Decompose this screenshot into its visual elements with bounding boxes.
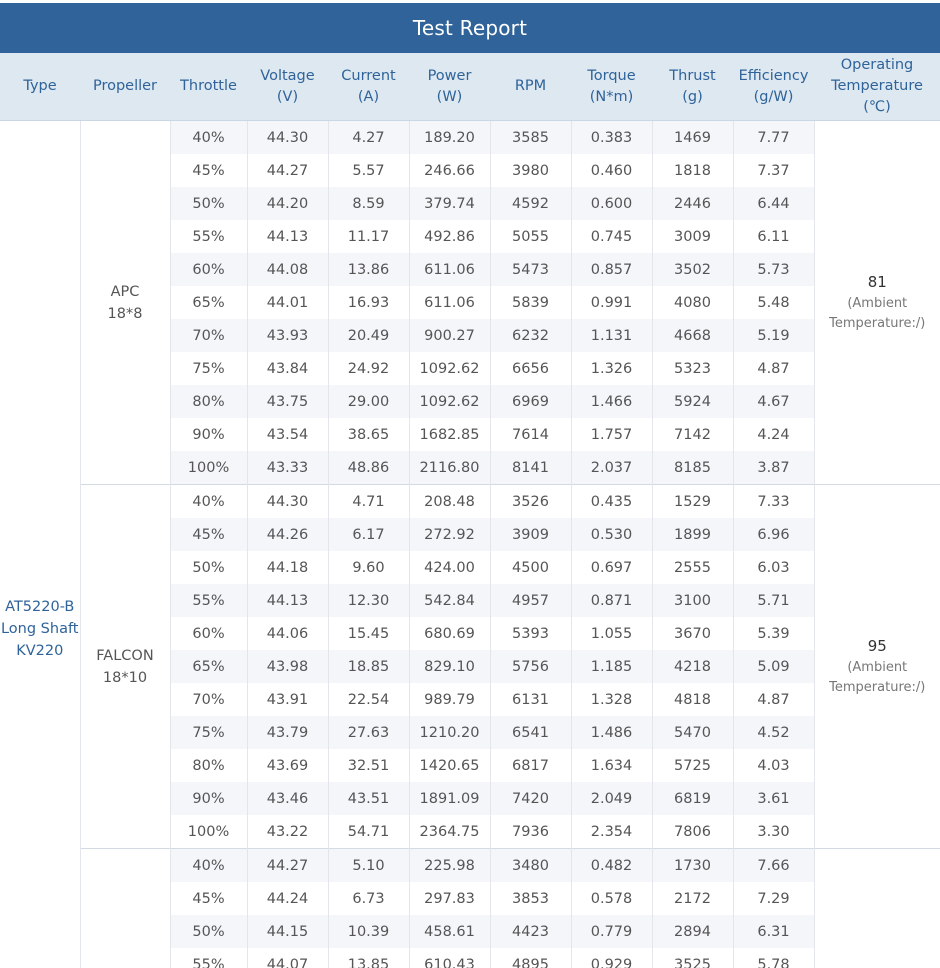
cell-efficiency: 4.87 [733,683,814,716]
cell-current: 18.85 [328,650,409,683]
cell-torque: 0.482 [571,849,652,883]
cell-current: 22.54 [328,683,409,716]
column-header-text: RPM [514,78,547,94]
column-header-text: Thrust [669,67,716,84]
cell-rpm: 3480 [490,849,571,883]
cell-efficiency: 5.09 [733,650,814,683]
cell-power: 1210.20 [409,716,490,749]
cell-power: 1092.62 [409,385,490,418]
cell-voltage: 43.22 [247,815,328,849]
cell-current: 12.30 [328,584,409,617]
cell-thrust: 5323 [652,352,733,385]
cell-rpm: 4592 [490,187,571,220]
cell-throttle: 60% [170,253,247,286]
ambient-temperature-note: Temperature:/) [829,679,926,695]
cell-thrust: 1469 [652,121,733,155]
cell-rpm: 7614 [490,418,571,451]
propeller-cell [80,121,170,485]
column-header-text: (A) [357,88,380,105]
cell-throttle: 60% [170,617,247,650]
cell-current: 4.71 [328,485,409,519]
column-header-text: (N*m) [589,88,634,105]
cell-efficiency: 6.44 [733,187,814,220]
cell-thrust: 2555 [652,551,733,584]
cell-voltage: 43.93 [247,319,328,352]
cell-efficiency: 6.03 [733,551,814,584]
propeller-line: 18*10 [102,669,148,686]
cell-power: 611.06 [409,286,490,319]
cell-power: 297.83 [409,882,490,915]
cell-current: 6.73 [328,882,409,915]
cell-torque: 2.049 [571,782,652,815]
cell-thrust: 3525 [652,948,733,968]
cell-power: 458.61 [409,915,490,948]
motor-type-line: KV220 [16,643,64,659]
cell-voltage: 44.30 [247,121,328,155]
cell-torque: 0.435 [571,485,652,519]
cell-efficiency: 3.30 [733,815,814,849]
cell-torque: 1.055 [571,617,652,650]
cell-rpm: 3909 [490,518,571,551]
cell-torque: 0.929 [571,948,652,968]
cell-voltage: 44.27 [247,849,328,883]
cell-rpm: 3853 [490,882,571,915]
cell-thrust: 4218 [652,650,733,683]
cell-rpm: 4500 [490,551,571,584]
column-header-text: Power [427,67,472,84]
cell-thrust: 4818 [652,683,733,716]
cell-voltage: 44.07 [247,948,328,968]
cell-efficiency: 5.39 [733,617,814,650]
cell-torque: 1.328 [571,683,652,716]
cell-power: 1092.62 [409,352,490,385]
cell-thrust: 1730 [652,849,733,883]
cell-torque: 0.991 [571,286,652,319]
operating-temperature-cell [814,849,940,968]
cell-thrust: 5470 [652,716,733,749]
cell-rpm: 3980 [490,154,571,187]
cell-rpm: 4423 [490,915,571,948]
cell-rpm: 4957 [490,584,571,617]
cell-thrust: 1818 [652,154,733,187]
cell-torque: 1.131 [571,319,652,352]
column-header-text: Propeller [92,78,158,94]
cell-rpm: 7936 [490,815,571,849]
table-row [0,485,940,519]
cell-efficiency: 6.31 [733,915,814,948]
column-header-text: Type [23,78,57,94]
column-header-text: (g/W) [753,88,794,105]
cell-power: 680.69 [409,617,490,650]
cell-voltage: 44.01 [247,286,328,319]
cell-thrust: 3009 [652,220,733,253]
cell-current: 4.27 [328,121,409,155]
column-header-text: Voltage [260,67,315,84]
cell-voltage: 44.06 [247,617,328,650]
cell-thrust: 1529 [652,485,733,519]
cell-efficiency: 3.87 [733,451,814,485]
motor-type-line: Long Shaft [0,621,79,637]
propeller-line: FALCON [96,647,154,664]
cell-efficiency: 4.87 [733,352,814,385]
cell-current: 20.49 [328,319,409,352]
motor-type-cell [0,121,80,968]
column-header-type [0,53,80,121]
cell-power: 1420.65 [409,749,490,782]
cell-voltage: 44.08 [247,253,328,286]
cell-rpm: 5393 [490,617,571,650]
cell-power: 424.00 [409,551,490,584]
cell-throttle: 45% [170,882,247,915]
cell-power: 379.74 [409,187,490,220]
column-header-text: Current [341,67,396,84]
cell-throttle: 40% [170,849,247,883]
motor-type-line: AT5220-B [5,599,75,615]
cell-power: 189.20 [409,121,490,155]
cell-voltage: 43.75 [247,385,328,418]
cell-efficiency: 7.29 [733,882,814,915]
cell-thrust: 5725 [652,749,733,782]
cell-throttle: 100% [170,451,247,485]
cell-torque: 0.383 [571,121,652,155]
cell-current: 10.39 [328,915,409,948]
cell-voltage: 44.13 [247,584,328,617]
cell-thrust: 7142 [652,418,733,451]
cell-voltage: 44.18 [247,551,328,584]
cell-throttle: 50% [170,915,247,948]
cell-voltage: 43.84 [247,352,328,385]
report-title: Test Report [0,3,940,53]
cell-power: 2116.80 [409,451,490,485]
cell-current: 38.65 [328,418,409,451]
cell-current: 15.45 [328,617,409,650]
cell-voltage: 43.46 [247,782,328,815]
cell-current: 32.51 [328,749,409,782]
cell-voltage: 43.69 [247,749,328,782]
cell-rpm: 6232 [490,319,571,352]
cell-current: 29.00 [328,385,409,418]
column-header-text: (W) [436,88,463,105]
cell-current: 8.59 [328,187,409,220]
cell-torque: 0.600 [571,187,652,220]
cell-power: 208.48 [409,485,490,519]
cell-efficiency: 7.66 [733,849,814,883]
ambient-temperature-note: Temperature:/) [829,315,926,331]
column-header-text: Efficiency [738,67,809,84]
column-header-text: (V) [276,88,299,105]
cell-torque: 0.578 [571,882,652,915]
table-row [0,849,940,883]
cell-voltage: 43.79 [247,716,328,749]
column-header-propeller [80,53,170,121]
cell-power: 611.06 [409,253,490,286]
column-header-torque [571,53,652,121]
cell-power: 246.66 [409,154,490,187]
cell-efficiency: 5.19 [733,319,814,352]
cell-efficiency: 4.24 [733,418,814,451]
cell-throttle: 70% [170,683,247,716]
cell-power: 1682.85 [409,418,490,451]
cell-power: 225.98 [409,849,490,883]
ambient-temperature-note: (Ambient [847,659,908,675]
cell-current: 9.60 [328,551,409,584]
cell-voltage: 44.20 [247,187,328,220]
cell-current: 13.85 [328,948,409,968]
cell-voltage: 43.33 [247,451,328,485]
ambient-temperature-note: (Ambient [847,295,908,311]
cell-efficiency: 5.71 [733,584,814,617]
test-report-table [0,53,940,968]
cell-rpm: 5839 [490,286,571,319]
temperature-value: 95 [867,636,887,655]
column-header-text: Operating [840,57,914,73]
cell-thrust: 3670 [652,617,733,650]
cell-torque: 1.466 [571,385,652,418]
cell-thrust: 4080 [652,286,733,319]
cell-throttle: 70% [170,319,247,352]
cell-throttle: 75% [170,716,247,749]
cell-efficiency: 7.37 [733,154,814,187]
column-header-text: Throttle [180,78,237,94]
cell-current: 27.63 [328,716,409,749]
cell-thrust: 1899 [652,518,733,551]
cell-torque: 2.354 [571,815,652,849]
cell-voltage: 44.24 [247,882,328,915]
cell-power: 829.10 [409,650,490,683]
cell-throttle: 80% [170,749,247,782]
cell-efficiency: 5.73 [733,253,814,286]
cell-thrust: 8185 [652,451,733,485]
cell-throttle: 100% [170,815,247,849]
cell-current: 6.17 [328,518,409,551]
cell-rpm: 5473 [490,253,571,286]
cell-current: 43.51 [328,782,409,815]
cell-voltage: 43.54 [247,418,328,451]
cell-rpm: 3526 [490,485,571,519]
cell-thrust: 7806 [652,815,733,849]
cell-current: 54.71 [328,815,409,849]
propeller-cell [80,849,170,968]
table-header [0,53,940,121]
cell-torque: 1.757 [571,418,652,451]
cell-efficiency: 4.52 [733,716,814,749]
cell-throttle: 90% [170,418,247,451]
column-header-power [409,53,490,121]
cell-throttle: 55% [170,948,247,968]
cell-rpm: 6817 [490,749,571,782]
cell-efficiency: 7.77 [733,121,814,155]
cell-torque: 1.185 [571,650,652,683]
cell-thrust: 3100 [652,584,733,617]
cell-current: 5.57 [328,154,409,187]
operating-temperature-cell [814,485,940,849]
column-header-text: (g) [682,88,703,105]
cell-rpm: 6541 [490,716,571,749]
cell-thrust: 4668 [652,319,733,352]
cell-throttle: 75% [170,352,247,385]
cell-current: 5.10 [328,849,409,883]
cell-rpm: 5756 [490,650,571,683]
cell-efficiency: 5.78 [733,948,814,968]
cell-current: 13.86 [328,253,409,286]
cell-throttle: 50% [170,187,247,220]
cell-throttle: 40% [170,121,247,155]
cell-rpm: 6656 [490,352,571,385]
cell-voltage: 44.26 [247,518,328,551]
cell-rpm: 5055 [490,220,571,253]
column-header-text: Torque [587,67,636,84]
cell-voltage: 44.13 [247,220,328,253]
cell-throttle: 65% [170,286,247,319]
table-row [0,121,940,155]
cell-power: 989.79 [409,683,490,716]
cell-power: 610.43 [409,948,490,968]
cell-torque: 0.745 [571,220,652,253]
cell-rpm: 3585 [490,121,571,155]
column-header-efficiency [733,53,814,121]
cell-power: 900.27 [409,319,490,352]
cell-efficiency: 3.61 [733,782,814,815]
cell-power: 492.86 [409,220,490,253]
cell-torque: 0.871 [571,584,652,617]
cell-power: 2364.75 [409,815,490,849]
cell-throttle: 80% [170,385,247,418]
propeller-line: APC [110,283,140,300]
cell-torque: 1.634 [571,749,652,782]
cell-torque: 0.857 [571,253,652,286]
cell-torque: 0.779 [571,915,652,948]
cell-torque: 0.530 [571,518,652,551]
cell-current: 24.92 [328,352,409,385]
cell-throttle: 55% [170,584,247,617]
cell-current: 48.86 [328,451,409,485]
cell-throttle: 40% [170,485,247,519]
cell-power: 542.84 [409,584,490,617]
cell-thrust: 6819 [652,782,733,815]
cell-throttle: 55% [170,220,247,253]
cell-thrust: 2172 [652,882,733,915]
cell-current: 11.17 [328,220,409,253]
cell-thrust: 5924 [652,385,733,418]
cell-efficiency: 4.03 [733,749,814,782]
column-header-text: Temperature [831,78,923,94]
cell-efficiency: 6.96 [733,518,814,551]
propeller-line: 18*8 [107,305,143,322]
cell-torque: 2.037 [571,451,652,485]
cell-torque: 0.460 [571,154,652,187]
cell-rpm: 6131 [490,683,571,716]
cell-voltage: 43.91 [247,683,328,716]
cell-throttle: 90% [170,782,247,815]
cell-voltage: 44.27 [247,154,328,187]
cell-throttle: 45% [170,154,247,187]
column-header-operating-temperature [814,53,940,121]
cell-torque: 1.326 [571,352,652,385]
cell-voltage: 44.15 [247,915,328,948]
cell-thrust: 2894 [652,915,733,948]
column-header-thrust [652,53,733,121]
cell-current: 16.93 [328,286,409,319]
cell-rpm: 8141 [490,451,571,485]
cell-thrust: 2446 [652,187,733,220]
column-header-current [328,53,409,121]
cell-throttle: 65% [170,650,247,683]
table-body [0,121,940,968]
column-header-voltage [247,53,328,121]
cell-thrust: 3502 [652,253,733,286]
cell-efficiency: 7.33 [733,485,814,519]
cell-power: 1891.09 [409,782,490,815]
cell-voltage: 43.98 [247,650,328,683]
cell-torque: 0.697 [571,551,652,584]
cell-rpm: 7420 [490,782,571,815]
cell-power: 272.92 [409,518,490,551]
temperature-value: 81 [867,272,887,291]
operating-temperature-cell [814,121,940,485]
cell-throttle: 45% [170,518,247,551]
column-header-throttle [170,53,247,121]
cell-throttle: 50% [170,551,247,584]
column-header-rpm [490,53,571,121]
cell-torque: 1.486 [571,716,652,749]
cell-efficiency: 6.11 [733,220,814,253]
cell-efficiency: 4.67 [733,385,814,418]
cell-rpm: 6969 [490,385,571,418]
cell-efficiency: 5.48 [733,286,814,319]
cell-rpm: 4895 [490,948,571,968]
propeller-cell [80,485,170,849]
cell-voltage: 44.30 [247,485,328,519]
column-header-text: (℃) [863,99,891,115]
